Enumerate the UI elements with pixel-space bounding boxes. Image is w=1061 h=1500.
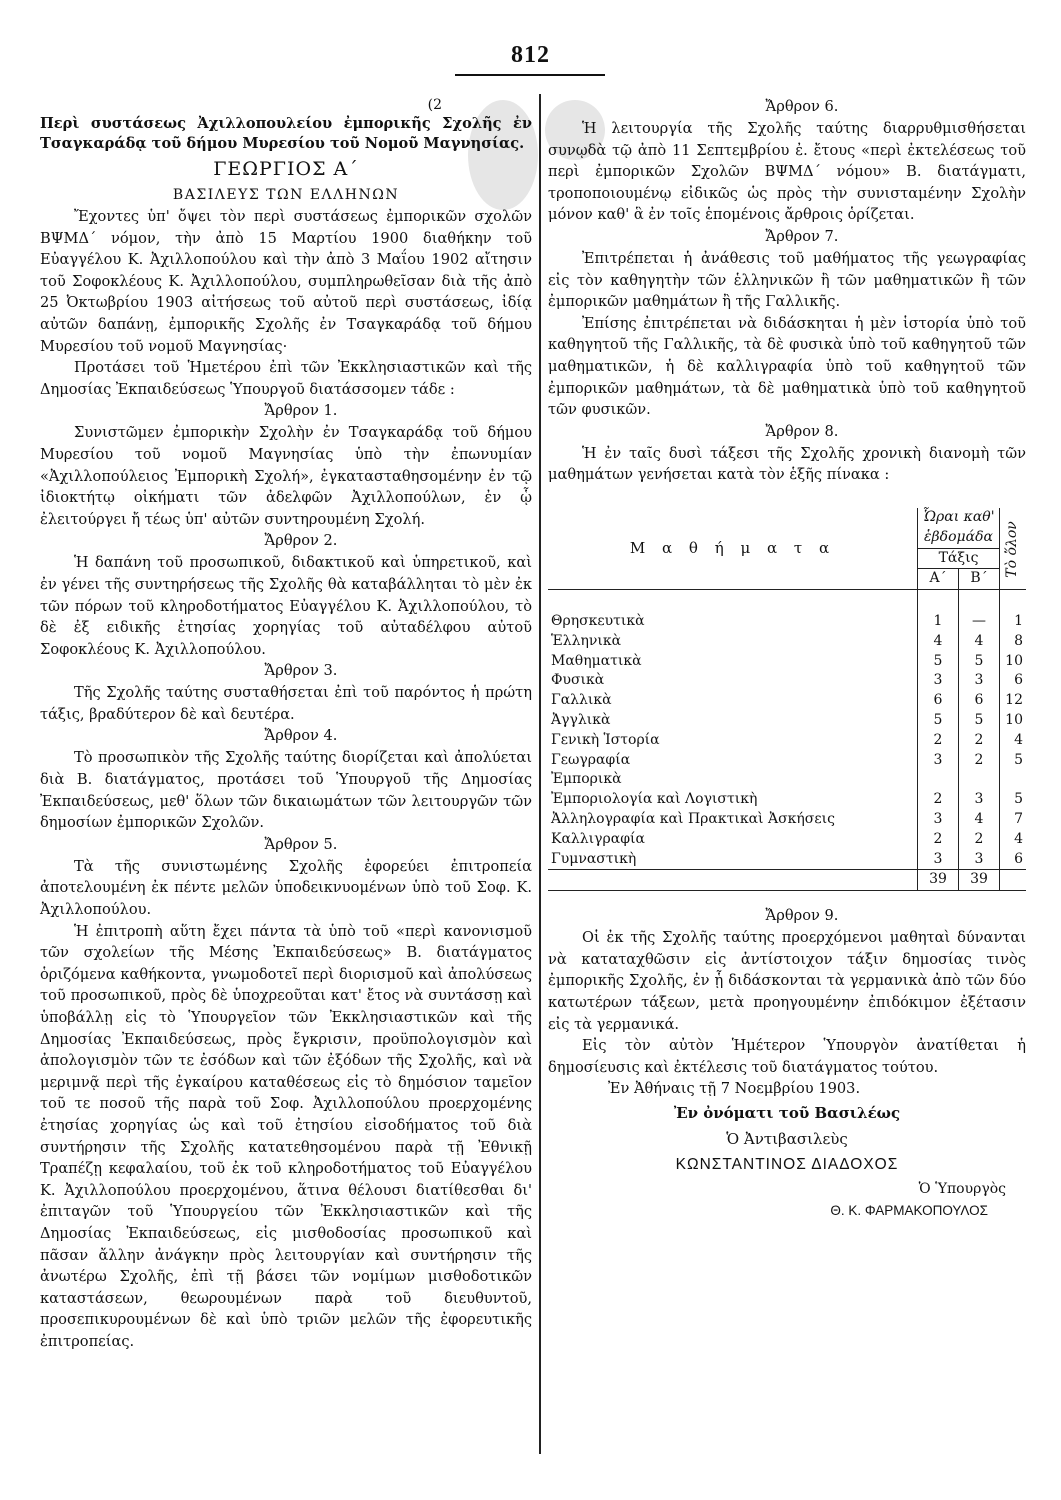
subject-cell: Γενικὴ Ἱστορία <box>548 731 918 751</box>
class-a-cell: 2 <box>918 790 959 810</box>
article-8-text: Ἡ ἐν ταῖς δυσὶ τάξεσι τῆς Σχολῆς χρονικὴ διανομὴ τῶν μαθημάτων γενήσεται κατὰ τὸν ἑξῆς πίνακα : <box>548 444 1026 484</box>
subject-cell: Γαλλικὰ <box>548 691 918 711</box>
regent-name: ΚΩΝΣΤΑΝΤΙΝΟΣ ΔΙΑΔΟΧΟΣ <box>675 1156 899 1173</box>
class-b-cell: 5 <box>959 711 1000 731</box>
class-a-cell <box>918 770 959 790</box>
class-b-cell: 4 <box>959 632 1000 652</box>
class-b-cell: 5 <box>959 652 1000 672</box>
page-number: 812 <box>511 42 550 68</box>
subject-cell: Φυσικὰ <box>548 671 918 691</box>
table-row <box>548 652 1026 672</box>
class-b-cell: — <box>959 590 1000 632</box>
decree-date: Ἐν Ἀθήναις τῇ 7 Νοεμβρίου 1903. <box>608 1080 861 1098</box>
preamble: Ἔχοντες ὑπ' ὄψει τὸν περὶ συστάσεως ἐμπορικῶν σχολῶν ΒΨΜΔ΄ νόμον, τὴν ἀπὸ 15 Μαρτίου 1900 διαθήκην τοῦ Εὐαγγέλου Κ. Ἀχιλλοπούλου καὶ τὴν ἀπὸ 3 Μαΐου 1902 αἴτησιν τοῦ Σοφοκλέους Κ. Ἀχιλλοπούλου, συμπληρωθεῖσαν διὰ τῆς ἀπὸ 25 Ὀκτωβρίου 1903 αἰτήσεως τοῦ αὐτοῦ περὶ συστάσεως, ἰδίᾳ αὐτῶν δαπάνῃ, ἐμπορικῆς Σχολῆς ἐν Τσαγκαράδᾳ τοῦ δήμου Μυρεσίου τοῦ νομοῦ Μαγνησίας· <box>40 208 532 355</box>
total-cell: 6 <box>1014 850 1023 867</box>
subject-cell: Γυμναστικὴ <box>548 850 918 870</box>
table-row <box>548 671 1026 691</box>
grand-total-cell <box>1000 870 1027 891</box>
subject-cell: Ἀλληλογραφία καὶ Πρακτικαὶ Ἀσκήσεις <box>548 810 918 830</box>
total-cell: 8 <box>1014 632 1023 649</box>
class-b-cell: 3 <box>959 671 1000 691</box>
subject-cell: Ἀγγλικὰ <box>548 711 918 731</box>
column-divider <box>539 94 541 1454</box>
article-9-text-2: Εἰς τὸν αὐτὸν Ἡμέτερον Ὑπουργὸν ἀνατίθεται ἡ δημοσίευσις καὶ ἐκτέλεσις τοῦ διατάγματος τούτου. <box>548 1037 1026 1076</box>
subject-cell: Ἐμπορικὰ <box>548 770 918 790</box>
table-row <box>548 830 1026 850</box>
total-header: Τὸ ὅλον <box>1000 508 1027 590</box>
total-cell <box>1000 770 1027 790</box>
subject-cell: Θρησκευτικὰ <box>548 590 918 632</box>
subject-cell: Καλλιγραφία <box>548 830 918 850</box>
class-b-cell <box>959 770 1000 790</box>
classes-header: Τάξις <box>918 548 1000 569</box>
table-row <box>548 770 1026 790</box>
article-9-heading: Ἄρθρον 9. <box>765 907 839 925</box>
decree-number: (2 <box>427 97 442 113</box>
article-3-heading: Ἄρθρον 3. <box>264 662 338 680</box>
minister-title: Ὁ Ὑπουργὸς <box>918 1181 1006 1197</box>
article-3-text: Τῆς Σχολῆς ταύτης συσταθήσεται ἐπὶ τοῦ παρόντος ἡ πρώτη τάξις, βραδύτερον δὲ καὶ δευτέρα. <box>40 684 532 723</box>
article-6-text: Ἡ λειτουργία τῆς Σχολῆς ταύτης διαρρυθμισθήσεται συνῳδὰ τῷ ἀπὸ 11 Σεπτεμβρίου ἐ. ἔτους «περὶ ἐκτελέσεως τοῦ περὶ ἐμπορικῶν Σχολῶν ΒΨΜΔ΄ νόμου» Β. διατάγματι, τροποποιουμένῳ εἰδικῶς ὡς πρὸς τὴν συνισταμένην Σχολὴν μόνον καθ' ἃ ἐν τοῖς ἑπομένοις ἄρθροις ὁρίζεται. <box>548 120 1026 224</box>
totals-label-cell <box>548 870 918 891</box>
table-row <box>548 810 1026 830</box>
article-7-text-2: Ἐπίσης ἐπιτρέπεται νὰ διδάσκηται ἡ μὲν ἱστορία ὑπὸ τοῦ καθηγητοῦ τῆς Γαλλικῆς, τὰ δὲ φυσικὰ ὑπὸ τοῦ καθηγητοῦ τῶν μαθηματικῶν, ἡ δὲ καλλιγραφία ὑπὸ τοῦ καθηγητοῦ τῶν ἐμπορικῶν μαθημάτων, τὰ δὲ μαθηματικὰ ὑπὸ τοῦ καθηγητοῦ τῶν φυσικῶν. <box>548 314 1026 419</box>
article-7-heading: Ἄρθρον 7. <box>765 227 839 245</box>
article-1-text: Συνιστῶμεν ἐμπορικὴν Σχολὴν ἐν Τσαγκαράδᾳ τοῦ δήμου Μυρεσίου τοῦ νομοῦ Μαγνησίας ὑπὸ τὴν ἐπωνυμίαν «Ἀχιλλοπούλειος Ἐμπορικὴ Σχολή», ἐγκατασταθησομένην ἐν τῷ ἰδιοκτήτῳ οἰκήματι τῶν ἀδελφῶν Ἀχιλλοπούλων, ἐν ᾧ ἐλειτούργει ἤ τέως ὑπ' αὐτῶν συντηρουμένη Σχολή. <box>40 424 532 528</box>
header-rule <box>455 74 605 76</box>
article-6-heading: Ἄρθρον 6. <box>765 98 839 115</box>
class-a-cell: 5 <box>918 711 959 731</box>
table-row <box>548 790 1026 810</box>
article-8-heading: Ἄρθρον 8. <box>765 422 839 440</box>
subject-cell: Γεωγραφία <box>548 751 918 771</box>
schedule-table <box>548 508 1026 891</box>
article-2-text: Ἡ δαπάνη τοῦ προσωπικοῦ, διδακτικοῦ καὶ ὑπηρετικοῦ, καὶ ἐν γένει τῆς συντηρήσεως τῆς Σχολῆς θὰ καταβάλληται τὸ μὲν ἐκ τῶν πόρων τοῦ κληροδοτήματος Εὐαγγέλου Κ. Ἀχιλλοπούλου, τὸ δὲ ἐξ ειδικῆς ἐτησίας χορηγίας τοῦ αὐταδέλφου αὐτοῦ Σοφοκλέους Κ. Ἀχιλλοπούλου. <box>40 554 532 658</box>
table-row <box>548 751 1026 771</box>
totals-row <box>548 870 1026 891</box>
class-a-total: 39 <box>918 870 959 891</box>
class-b-cell: 2 <box>959 751 1000 771</box>
total-cell: 5 <box>1014 751 1023 768</box>
subject-cell: Ἐμποριολογία καὶ Λογιστικὴ <box>548 790 918 810</box>
class-b-cell: 2 <box>959 731 1000 751</box>
minister-name: Θ. Κ. ΦΑΡΜΑΚΟΠΟΥΛΟΣ <box>830 1203 988 1218</box>
article-2-heading: Ἄρθρον 2. <box>264 532 338 550</box>
total-cell: 10 <box>1005 652 1023 669</box>
table-row <box>548 731 1026 751</box>
class-a-cell: 1 <box>918 590 959 632</box>
total-cell: 6 <box>1014 672 1023 689</box>
class-a-cell: 3 <box>918 671 959 691</box>
king-title: ΒΑΣΙΛΕΥΣ ΤΩΝ ΕΛΛΗΝΩΝ <box>172 187 400 203</box>
decree-title: Περὶ συστάσεως Ἀχιλλοπουλείου ἐμπορικῆς Σχολῆς ἐν Τσαγκαράδᾳ τοῦ δήμου Μυρεσίου τοῦ Νομοῦ Μαγνησίας. <box>40 115 532 152</box>
article-1-heading: Ἄρθρον 1. <box>264 402 338 420</box>
article-4-text: Τὸ προσωπικὸν τῆς Σχολῆς ταύτης διορίζεται καὶ ἀπολύεται διὰ Β. διατάγματος, προτάσει τοῦ Ὑπουργοῦ τῆς Δημοσίας Ἐκπαιδεύσεως, μεθ' ὅλων τῶν δικαιωμάτων τῶν λειτουργῶν τῶν δημοσίων ἐμπορικῶν Σχολῶν. <box>40 749 532 832</box>
class-b-header: Β΄ <box>959 569 1000 590</box>
right-column <box>548 96 1026 1222</box>
class-a-cell: 3 <box>918 810 959 830</box>
subject-cell: Ἑλληνικὰ <box>548 632 918 652</box>
article-5-text-2: Ἡ ἐπιτροπὴ αὕτη ἔχει πάντα τὰ ὑπὸ τοῦ «περὶ κανονισμοῦ τῶν σχολείων τῆς Μέσης Ἐκπαιδεύσεως» Β. διατάγματος ὁριζόμενα καθήκοντα, γνωμοδοτεῖ περὶ διορισμοῦ καὶ ἀπολύσεως τοῦ προσωπικοῦ, πρὸς δὲ ὑποχρεοῦται κατ' ἔτος νὰ συντάσσῃ καὶ ὑποβάλλῃ εἰς τὸ Ὑπουργεῖον τῶν Ἐκκλησιαστικῶν καὶ τῆς Δημοσίας Ἐκπαιδεύσεως, πρὸς ἔγκρισιν, προϋπολογισμὸν καὶ ἀπολογισμὸν τῶν τε ἐσόδων καὶ τῶν ἐξόδων τῆς Σχολῆς, καὶ νὰ μεριμνᾷ περὶ τῆς ἐγκαίρου καταθέσεως εἰς τὸ δημόσιον ταμεῖον τοῦ τε ποσοῦ τῆς παρὰ τοῦ Σοφ. Ἀχιλλοπούλου προερχομένης ἐτησίας χορηγίας ὡς καὶ τοῦ ἐτησίου εἰσοδήματος τοῦ διὰ συντήρησιν τῆς Σχολῆς κατατεθησομένου παρὰ τῇ Ἐθνικῇ Τραπέζῃ κεφαλαίου, τοῦ ἐκ τοῦ κληροδοτήματος τοῦ Εὐαγγέλου Κ. Ἀχιλλοπούλου προερχομένου, ἅτινα θέλουσι διατίθεσθαι δι' ἐπιταγῶν τοῦ Ὑπουργείου τῶν Ἐκκλησιαστικῶν καὶ τῆς Δημοσίας Ἐκπαιδεύσεως, εἰς μισθοδοσίας προσωπικοῦ καὶ πᾶσαν ἄλλην ἀνάγκην πρὸς λειτουργίαν καὶ συντήρησιν τῆς ἀνωτέρω Σχολῆς, ἐπὶ τῇ βάσει τῶν νομίμων μισθοδοτικῶν καταστάσεων, θεωρουμένων παρὰ τοῦ διευθυντοῦ, προσεπικυρουμένων δὲ καὶ ὑπὸ τριῶν μελῶν τῆς ἐφορευτικῆς ἐπιτροπείας. <box>40 922 532 1350</box>
total-cell: 4 <box>1014 830 1023 847</box>
class-a-cell: 3 <box>918 850 959 870</box>
article-4-heading: Ἄρθρον 4. <box>264 727 338 745</box>
in-name-of-king: Ἐν ὀνόματι τοῦ Βασιλέως <box>673 1104 901 1122</box>
total-cell: 10 <box>1005 712 1023 729</box>
class-a-cell: 6 <box>918 691 959 711</box>
class-a-header: Α΄ <box>918 569 959 590</box>
regent-title: Ὁ Ἀντιβασιλεὺς <box>726 1130 848 1148</box>
total-cell: 12 <box>1005 692 1023 709</box>
class-b-cell: 2 <box>959 830 1000 850</box>
class-a-cell: 4 <box>918 632 959 652</box>
king-name: ΓΕΩΡΓΙΟΣ Α΄ <box>213 158 359 180</box>
hours-header: Ὧραι καθ' ἑβδομάδα <box>918 508 1000 548</box>
left-column <box>40 96 532 1353</box>
table-row <box>548 691 1026 711</box>
total-cell: 7 <box>1014 811 1023 828</box>
class-a-cell: 2 <box>918 731 959 751</box>
table-row <box>548 632 1026 652</box>
class-b-cell: 3 <box>959 790 1000 810</box>
article-5-text-1: Τὰ τῆς συνιστωμένης Σχολῆς ἐφορεύει ἐπιτροπεία ἀποτελουμένη ἐκ πέντε μελῶν ὑποδεικνυομένων ὑπὸ τοῦ Σοφ. Κ. Ἀχιλλοπούλου. <box>40 857 532 919</box>
proposal: Προτάσει τοῦ Ἡμετέρου ἐπὶ τῶν Ἐκκλησιαστικῶν καὶ τῆς Δημοσίας Ἐκπαιδεύσεως Ὑπουργοῦ διατάσσομεν τάδε : <box>40 359 532 398</box>
class-b-cell: 3 <box>959 850 1000 870</box>
total-cell: 5 <box>1014 791 1023 808</box>
article-5-heading: Ἄρθρον 5. <box>264 835 338 853</box>
article-7-text-1: Ἐπιτρέπεται ἡ ἀνάθεσις τοῦ μαθήματος τῆς γεωγραφίας εἰς τὸν καθηγητὴν τῶν ἑλληνικῶν ἢ τῶν μαθηματικῶν ἢ τῶν ἐμπορικῶν μαθημάτων ἢ τῆς Γαλλικῆς. <box>548 249 1026 311</box>
class-a-cell: 3 <box>918 751 959 771</box>
class-a-cell: 2 <box>918 830 959 850</box>
table-row <box>548 850 1026 870</box>
table-row <box>548 590 1026 632</box>
class-b-cell: 6 <box>959 691 1000 711</box>
total-cell: 4 <box>1014 731 1023 748</box>
article-9-text-1: Οἱ ἐκ τῆς Σχολῆς ταύτης προερχόμενοι μαθηταὶ δύνανται νὰ καταταχθῶσιν εἰς ἀντίστοιχον τάξιν δημοσίας τινὸς ἐμπορικῆς Σχολῆς, ἐν ᾗ διδάσκονται τὰ γερμανικὰ ἀπὸ τῶν δύο κατωτέρων τάξεων, μετὰ προηγουμένην ἐπιδόκιμον ἐξέτασιν εἰς τὰ γερμανικά. <box>548 929 1026 1033</box>
class-b-cell: 4 <box>959 810 1000 830</box>
subjects-header: Μ α θ ή μ α τ α <box>548 508 918 590</box>
subject-cell: Μαθηματικὰ <box>548 652 918 672</box>
class-b-total: 39 <box>959 870 1000 891</box>
class-a-cell: 5 <box>918 652 959 672</box>
total-cell: 1 <box>1014 613 1023 630</box>
table-row <box>548 711 1026 731</box>
